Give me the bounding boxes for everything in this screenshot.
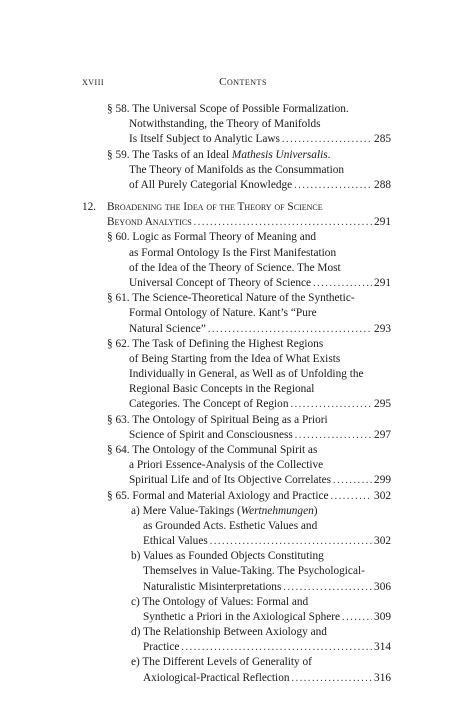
toc-entry <box>143 609 391 625</box>
toc-entry <box>143 639 391 655</box>
toc-text: § 60. Logic as Formal Theory of Meaning and <box>107 231 317 244</box>
toc-entry <box>129 131 391 147</box>
toc-text: § 62. The Task of Defining the Highest Regions <box>107 337 324 350</box>
toc-text: a Priori Essence-Analysis of the Collective <box>129 459 324 472</box>
toc-line <box>129 457 323 473</box>
toc-text: § 63. The Ontology of Spiritual Being as a Priori <box>107 413 328 426</box>
toc-line <box>107 442 317 458</box>
toc-page-number: 314 <box>374 641 391 654</box>
toc-line <box>107 290 355 306</box>
toc-text: Naturalistic Misinterpretations <box>143 580 282 593</box>
chapter-number: 12. <box>82 201 97 214</box>
toc-line <box>107 336 323 352</box>
toc-page-number: 291 <box>374 216 391 229</box>
page-number: xviii <box>82 76 105 88</box>
toc-text: Is Itself Subject to Analytic Laws <box>129 133 280 146</box>
toc-entry <box>143 670 391 686</box>
toc-line <box>131 654 312 670</box>
toc-text: § 65. Formal and Material Axiology and Practice <box>107 489 329 502</box>
toc-line <box>129 116 321 132</box>
toc-page-number: 297 <box>374 428 391 441</box>
toc-text: of Being Starting from the Idea of What Exists <box>129 352 341 365</box>
toc-text: Synthetic a Priori in the Axiological Sphere <box>143 610 341 623</box>
toc-text: Individually in General, as Well as of Unfolding the <box>129 368 364 381</box>
toc-line <box>107 147 330 163</box>
toc-text: Axiological-Practical Reflection <box>143 671 290 684</box>
toc-text: Beyond Analytics <box>107 216 192 229</box>
toc-text: § 58. The Universal Scope of Possible Formalization. <box>107 103 349 115</box>
toc-page-number: 293 <box>374 322 391 335</box>
toc-line <box>129 162 344 178</box>
toc-text: e) The Different Levels of Generality of <box>131 656 312 669</box>
toc-entry <box>129 472 391 488</box>
toc-line <box>129 351 340 367</box>
toc-line <box>143 563 365 579</box>
toc-text: Universal Concept of Theory of Science <box>129 276 312 289</box>
toc-text: Spiritual Life and of Its Objective Correlates <box>129 474 332 487</box>
toc-text: Themselves in Value-Taking. The Psychological- <box>143 565 365 578</box>
toc-page-number: 291 <box>374 276 391 289</box>
toc-page-number: 299 <box>374 474 391 487</box>
dot-leader <box>292 671 373 687</box>
toc-line <box>129 305 317 321</box>
toc-text: b) Values as Founded Objects Constituting <box>131 550 324 563</box>
toc-page-number: 309 <box>374 610 391 623</box>
toc-entry <box>129 177 391 193</box>
toc-text: Science of Spirit and Consciousness <box>129 428 293 441</box>
toc-page-number: 302 <box>374 489 391 502</box>
toc-text: c) The Ontology of Values: Formal and <box>131 595 309 608</box>
toc-text: of All Purely Categorial Knowledge <box>129 178 293 191</box>
toc-text: Notwithstanding, the Theory of Manifolds <box>129 118 321 131</box>
toc-line <box>129 381 314 397</box>
toc-entry <box>107 214 391 230</box>
toc-entry <box>107 488 391 504</box>
toc-page-number: 316 <box>374 671 391 684</box>
toc-text: Formal Ontology of Nature. Kant’s “Pure <box>129 307 317 320</box>
toc-text: Broadening the Idea of the Theory of Science <box>107 201 323 214</box>
dot-leader <box>342 610 372 626</box>
toc-page-number: 285 <box>374 133 391 146</box>
toc-line <box>131 594 308 610</box>
toc-text: § 64. The Ontology of the Communal Spirit as <box>107 443 318 456</box>
toc-text: as Formal Ontology Is the First Manifestation <box>129 246 337 259</box>
toc-line <box>107 229 316 245</box>
toc-text: d) The Relationship Between Axiology and <box>131 626 327 639</box>
dot-leader <box>294 178 372 194</box>
toc-text: The Theory of Manifolds as the Consummation <box>129 163 345 176</box>
toc-page-number: 295 <box>374 398 391 411</box>
toc-line <box>131 624 327 640</box>
toc-line <box>107 412 328 428</box>
toc-page-number: 306 <box>374 580 391 593</box>
toc-page-number: 288 <box>374 178 391 191</box>
toc-line <box>143 518 317 534</box>
toc-line <box>129 260 341 276</box>
toc-entry <box>129 275 391 291</box>
toc-text: a) Mere Value-Takings (Wertnehmungen) <box>131 504 318 517</box>
running-head: Contents <box>219 76 267 88</box>
toc-line <box>131 503 318 519</box>
toc-text: § 61. The Science-Theoretical Nature of the Synthetic- <box>107 292 355 305</box>
toc-line <box>129 366 364 382</box>
dot-leader <box>331 489 373 505</box>
toc-line <box>107 199 323 215</box>
toc-entry <box>143 533 391 549</box>
toc-text: Categories. The Concept of Region <box>129 398 289 411</box>
toc-entry <box>143 579 391 595</box>
toc-text: Ethical Values <box>143 535 208 548</box>
toc-line <box>107 101 349 117</box>
toc-text: Practice <box>143 641 180 654</box>
toc-entry <box>129 321 391 337</box>
toc-page-number: 302 <box>374 535 391 548</box>
toc-text: § 59. The Tasks of an Ideal Mathesis Universalis. <box>107 148 331 161</box>
toc-entry <box>129 396 391 412</box>
toc-entry <box>129 427 391 443</box>
toc-text: Natural Science” <box>129 322 206 335</box>
toc-line <box>129 245 336 261</box>
toc-text: as Grounded Acts. Esthetic Values and <box>143 519 318 532</box>
toc-line <box>131 548 324 564</box>
toc-text: of the Idea of the Theory of Science. The Most <box>129 261 341 274</box>
toc-text: Regional Basic Concepts in the Regional <box>129 383 315 396</box>
